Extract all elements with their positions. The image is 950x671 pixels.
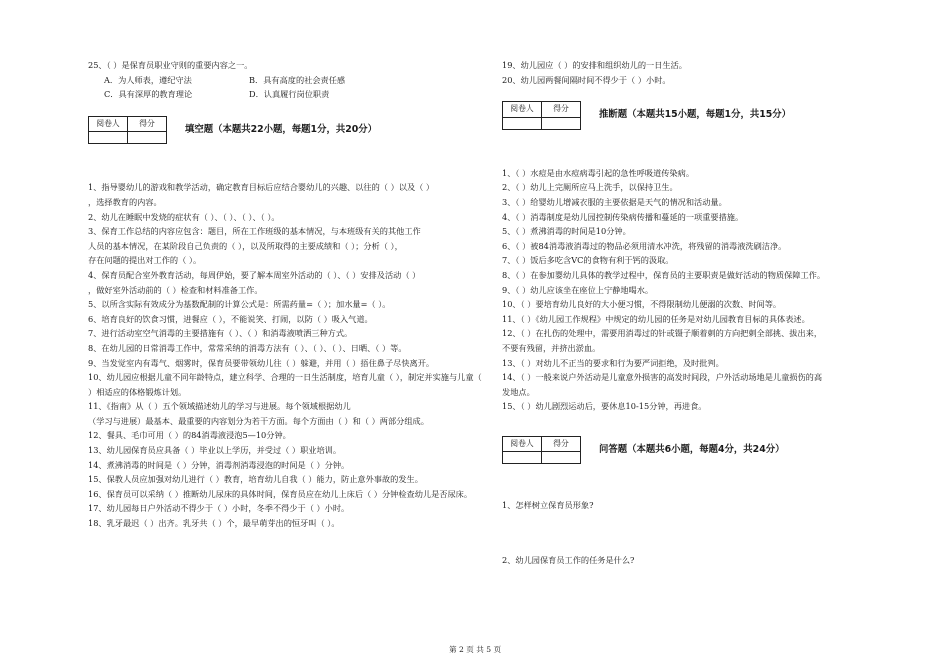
judge-section-header: [502, 101, 902, 130]
score-box: [502, 436, 581, 465]
fill-line: 人员的基本情况，在某阶段自己负责的（ ），以及所取得的主要成绩和（ ）；分析（ ），: [88, 240, 403, 251]
option-b: B．具有高度的社会责任感: [249, 74, 346, 85]
fill-line: 2、幼儿在睡眠中发烧的症状有（ ）、（ ）、（ ）、（ ）。: [88, 211, 280, 222]
qa-section-header: [502, 436, 902, 465]
grader-cell: [89, 132, 128, 144]
fill-line: 存在问题的提出对工作的（ ）。: [88, 255, 202, 266]
fill-line: 6、培育良好的饮食习惯，进餐应（ ），不能说笑、打闹，以防（ ）吸入气道。: [88, 313, 373, 324]
question-25-options-row-2: [88, 87, 484, 102]
fill-line: 5、以所含实际有效成分为基数配制的计算公式是：所需药量=（ ）；加水量=（ ）。: [88, 299, 391, 310]
fill-line: 8、在幼儿园的日常消毒工作中，常常采纳的消毒方法有（ ）、（ ）、（ ）、日晒、（ ）等。: [88, 342, 407, 353]
judge-line: 12、（ ）在扎伤的处理中，需要用消毒过的针或镊子顺着刺的方向把刺全部挑、拔出来，: [502, 328, 823, 339]
option-c: C．具有深厚的教育理论: [104, 89, 193, 100]
fill-line: 10、幼儿园应根据儿童不同年龄特点，建立科学、合理的一日生活制度，培育儿童（ ），制定并实施与儿童（ ）相适应的体格锻炼计划。: [88, 372, 482, 397]
fill-line: ，做好室外活动前的（ ）检查和材料准备工作。: [88, 284, 263, 295]
fill-line: 14、煮沸消毒的时间是（ ）分钟，消毒剂消毒浸泡的时间是（ ）分钟。: [88, 459, 350, 470]
right-column: [502, 58, 902, 568]
judge-line: 8、（ ）在参加婴幼儿具体的教学过程中，保育员的主要职责是做好活动的物质保障工作。: [502, 269, 826, 280]
fill-line: 7、进行活动室空气消毒的主要措施有（ ）、（ ）和消毒液喷洒三种方式。: [88, 328, 353, 339]
fill-line: 9、当发觉室内有毒气、烟雾时，保育员要带领幼儿往（ ）躲避，并用（ ）捂住鼻子尽快离开。: [88, 357, 435, 368]
score-box: [88, 116, 167, 145]
score-cell: [542, 117, 581, 129]
score-box: [502, 101, 581, 130]
judge-line: 5、（ ）煮沸消毒的时间是10分钟。: [502, 226, 631, 237]
question-25: 25、（ ）是保育员职业守则的重要内容之一。: [88, 60, 253, 70]
qa-section-title: 问答题（本题共6小题，每题4分，共24分）: [599, 443, 785, 455]
fill-line: 3、保育工作总结的内容应包含：题目，所在工作班级的基本情况，与本班级有关的其他工作: [88, 226, 421, 237]
grader-label: 阅卷人: [89, 116, 128, 132]
fill-line: 18、乳牙最迟（ ）出齐。乳牙共（ ）个，最早萌芽出的恒牙叫（ ）。: [88, 518, 340, 529]
fill-line: 4、保育员配合室外教育活动，每周伊始，要了解本周室外活动的（ ）、（ ）安排及活动（ ）: [88, 269, 421, 280]
judge-line: 6、（ ）被84消毒液消毒过的物品必须用清水冲洗，将残留的消毒液洗刷洁净。: [502, 240, 787, 251]
judge-line: 14、（ ）一般来说户外活动是儿童意外损害的高发时间段，户外活动场地是儿童损伤的高: [502, 372, 823, 383]
grader-cell: [503, 452, 542, 464]
judge-line: 10、（ ）要培育幼儿良好的大小便习惯，不得限制幼儿便溺的次数、时间等。: [502, 299, 782, 310]
score-label: 得分: [542, 436, 581, 452]
judge-line: 7、（ ）饭后多吃含VC的食物有利于钙的汲取。: [502, 255, 674, 266]
score-cell: [542, 452, 581, 464]
option-a: A．为人师表，遵纪守法: [104, 74, 192, 85]
fill-line: 16、保育员可以采纳（ ）推断幼儿尿床的具体时间，保育员应在幼儿上床后（ ）分钟检查幼儿是否尿床。: [88, 488, 473, 499]
option-d: D．认真履行岗位职责: [249, 89, 330, 100]
fill-line: 11、《指南》从（ ）五个领域描述幼儿的学习与进展。每个领域根据幼儿: [88, 401, 351, 412]
judge-section-title: 推断题（本题共15小题，每题1分，共15分）: [599, 109, 791, 121]
judge-line: 不要有残留，并挤出淤血。: [502, 342, 601, 353]
qa-question: 2、幼儿园保育员工作的任务是什么?: [502, 555, 635, 566]
left-column: [88, 58, 484, 531]
fill-line: 12、餐具、毛巾可用（ ）的84消毒液浸泡5—10分钟。: [88, 430, 291, 441]
fill-line: （学习与进展）最基本、最重要的内容划分为若干方面。每个方面由（ ）和（ ）两部分组成。: [88, 415, 429, 426]
fill-line: 19、幼儿园应（ ）的安排和组织幼儿的一日生活。: [502, 60, 687, 70]
judge-line: 15、（ ）幼儿剧烈运动后，要休息10-15分钟，再进食。: [502, 401, 707, 412]
judge-line: 11、（ ）《幼儿园工作规程》中规定的幼儿园的任务是对幼儿园教育目标的具体表述。: [502, 313, 810, 324]
judge-line: 3、（ ）给婴幼儿增减衣服的主要依据是天气的情况和活动量。: [502, 196, 727, 207]
grader-label: 阅卷人: [503, 102, 542, 118]
grader-label: 阅卷人: [503, 436, 542, 452]
judge-line: 1、（ ）水痘是由水痘病毒引起的急性呼吸道传染病。: [502, 167, 695, 178]
fill-line: ，选择教育的内容。: [88, 196, 162, 207]
fill-line: 13、幼儿园保育员应具备（ ）毕业以上学历，并受过（ ）职业培训。: [88, 445, 342, 456]
grader-cell: [503, 117, 542, 129]
page-number: 第 2 页 共 5 页: [448, 645, 502, 654]
fill-section-header: [88, 116, 484, 145]
judge-line: 2、（ ）幼儿上完厕所应马上洗手，以保持卫生。: [502, 182, 678, 193]
judge-line: 13、（ ）对幼儿不正当的要求和行为要严词拒绝，及时批判。: [502, 357, 724, 368]
question-25-options-row-1: [88, 73, 484, 88]
judge-line: 9、（ ）幼儿应该坐在座位上宁静地喝水。: [502, 284, 654, 295]
fill-line: 20、幼儿园两餐间隔时间不得少于（ ）小时。: [502, 74, 671, 85]
judge-line: 4、（ ）消毒制度是幼儿园控制传染病传播和蔓延的一项重要措施。: [502, 211, 744, 222]
score-label: 得分: [128, 116, 167, 132]
score-label: 得分: [542, 102, 581, 118]
fill-line: 17、幼儿园每日户外活动不得少于（ ）小时，冬季不得少于（ ）小时。: [88, 503, 350, 514]
qa-question: 1、怎样树立保育员形象?: [502, 500, 594, 511]
fill-line: 1、指导婴幼儿的游戏和教学活动，确定教育目标后应结合婴幼儿的兴趣、以往的（ ）以及（ ）: [88, 182, 435, 193]
judge-line: 发地点。: [502, 386, 535, 397]
fill-section-title: 填空题（本题共22小题，每题1分，共20分）: [185, 123, 377, 135]
fill-line: 15、保教人员应加强对幼儿进行（ ）教育，培育幼儿自我（ ）能力，防止意外事故的发生。: [88, 474, 423, 485]
score-cell: [128, 132, 167, 144]
